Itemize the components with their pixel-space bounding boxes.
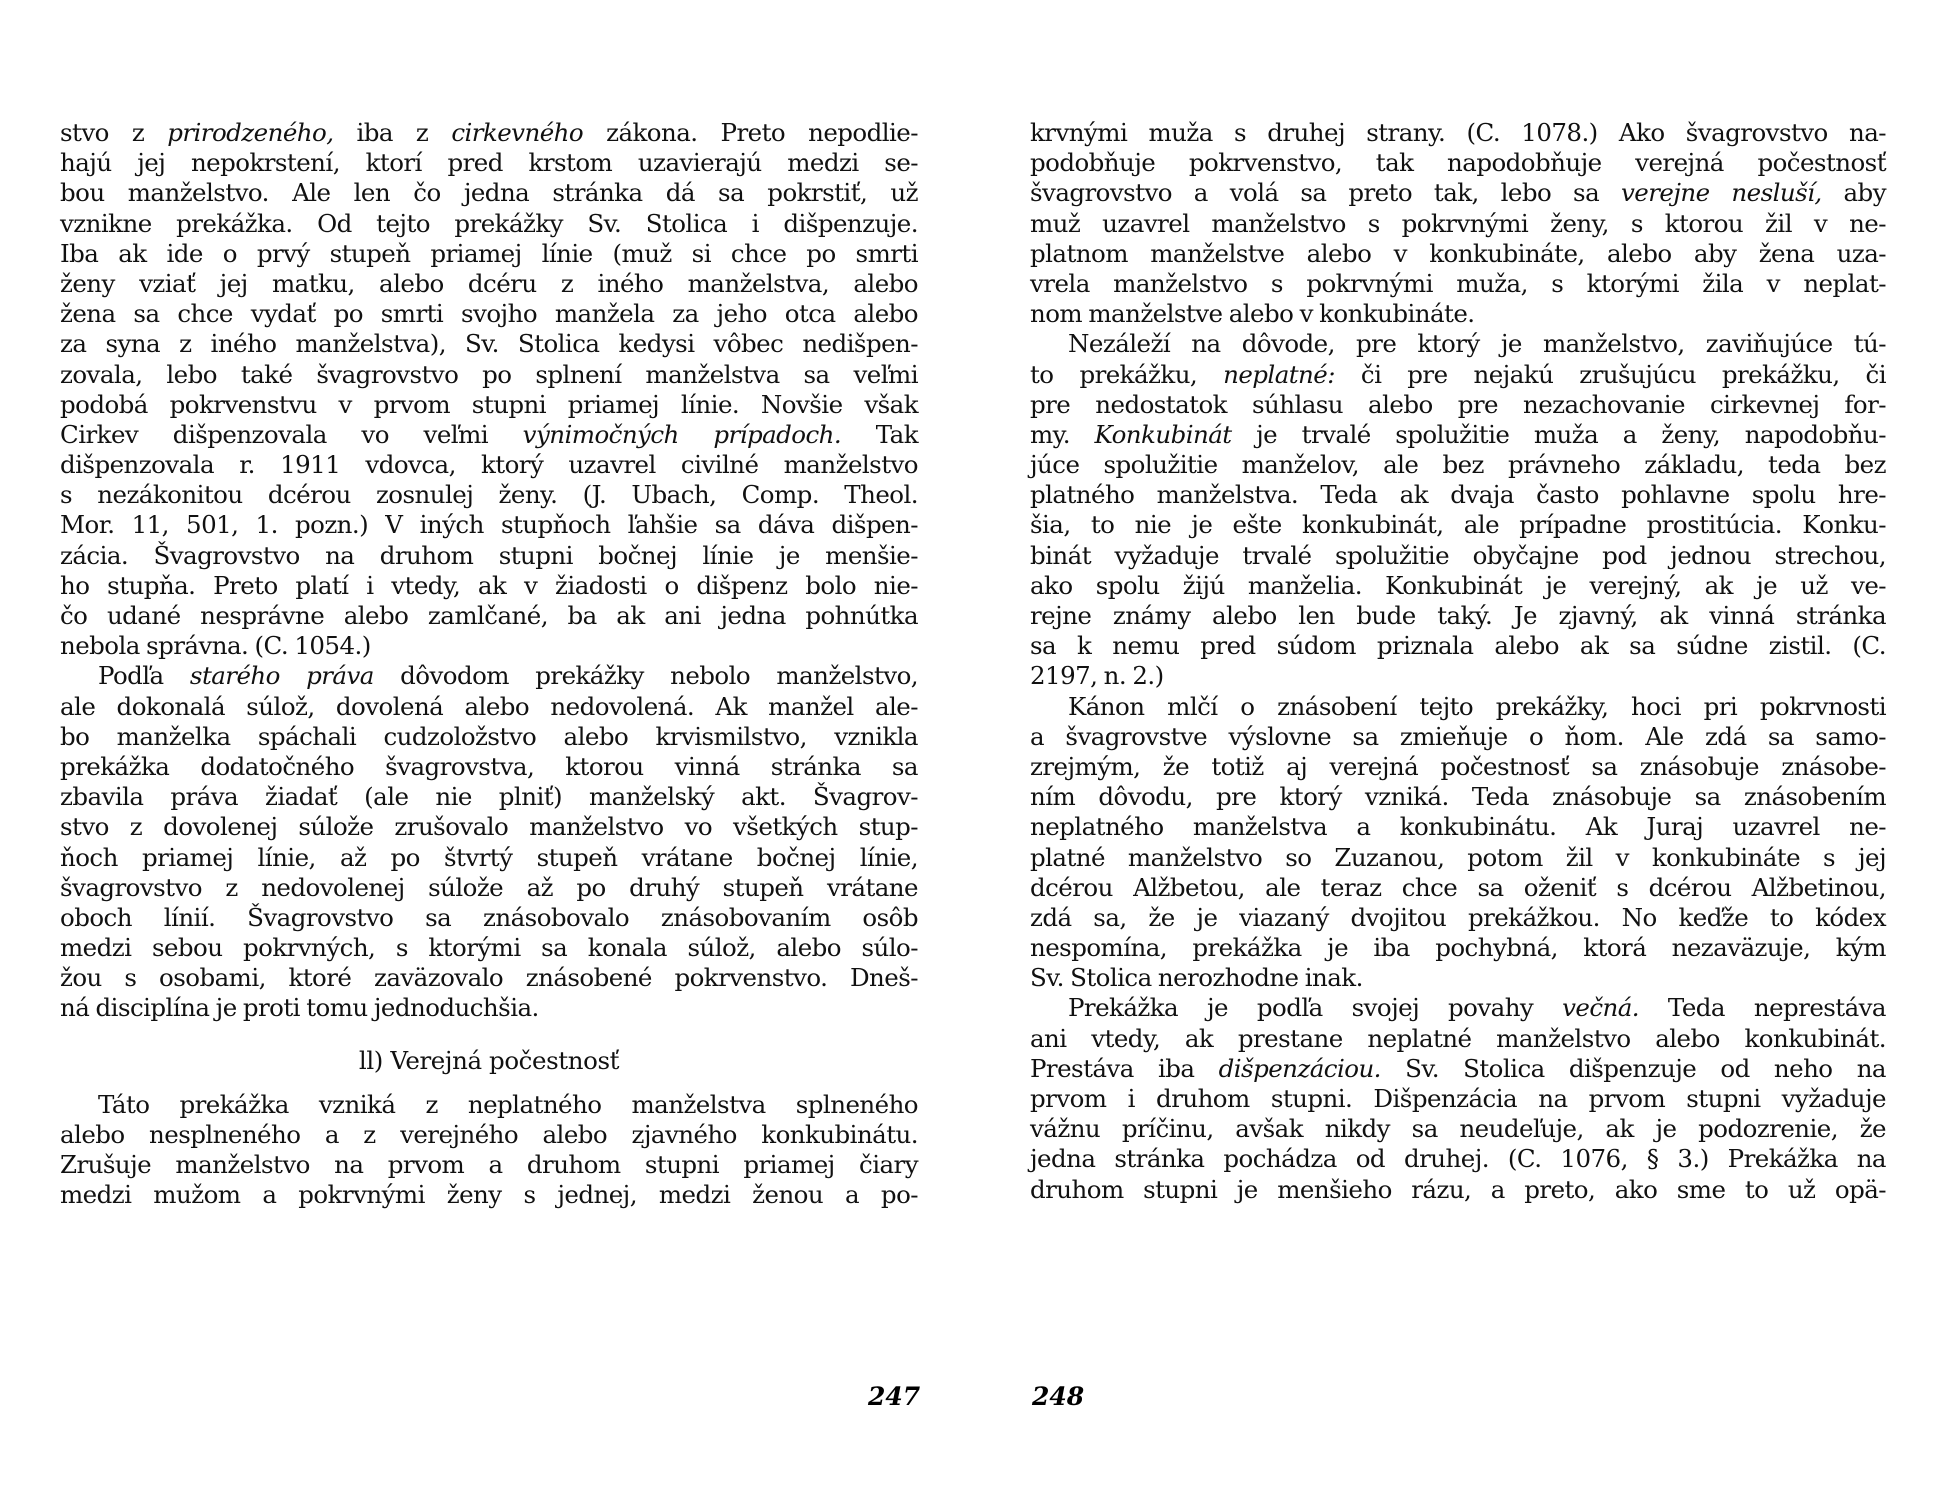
text-run: nespomína, prekážka je iba pochybná, ktorá nezaväzuje, kým	[1030, 933, 1886, 963]
text-line	[1030, 329, 1886, 359]
text-line	[60, 1180, 918, 1210]
text-run: vážnu príčinu, avšak nikdy sa neudeľuje, ak je podozrenie, že	[1030, 1114, 1886, 1144]
text-line	[60, 420, 918, 450]
text-line	[1030, 148, 1886, 178]
text-run: Kánon mlčí o znásobení tejto prekážky, hoci pri pokrvnosti	[1068, 691, 1886, 721]
text-line	[1030, 510, 1886, 540]
left-page-body-after-heading	[60, 1090, 918, 1211]
text-run: medzi mužom a pokrvnými ženy s jednej, medzi ženou a po-	[60, 1180, 918, 1210]
text-run: ho stupňa. Preto platí i vtedy, ak v žiadosti o dišpenz bolo nie-	[60, 570, 918, 600]
text-run: zrejmým, že totiž aj verejná počestnosť sa znásobuje znásobe-	[1030, 751, 1886, 781]
text-run: prvom i druhom stupni. Dišpenzácia na prvom stupni vyžaduje	[1030, 1084, 1886, 1113]
text-line	[1030, 873, 1886, 903]
text-run: zákona. Preto nepodlie-	[583, 118, 918, 147]
text-run: bou manželstvo. Ale len čo jedna stránka dá sa pokrstiť, už	[60, 178, 918, 208]
text-line	[60, 239, 918, 269]
text-line	[60, 329, 918, 359]
text-line	[1030, 1114, 1886, 1144]
text-run: dôvodom prekážky nebolo manželstvo,	[373, 661, 919, 691]
text-run: zácia. Švagrovstvo na druhom stupni bočnej línie je menšie-	[60, 540, 918, 570]
text-line	[1030, 541, 1886, 571]
text-line	[1030, 963, 1886, 993]
text-run: sa k nemu pred súdom priznala alebo ak sa súdne zistil. (C.	[1030, 631, 1886, 661]
text-run: druhom stupni je menšieho rázu, a preto, ako sme to už opä-	[1030, 1174, 1886, 1204]
text-run: s nezákonitou dcérou zosnulej ženy. (J. Ubach, Comp. Theol.	[60, 480, 918, 510]
text-line	[60, 360, 918, 390]
text-run: dcérou Alžbetou, ale teraz chce sa oženiť s dcérou Alžbetinou,	[1030, 872, 1886, 902]
text-line	[60, 1150, 918, 1180]
text-run: ním dôvodu, pre ktorý vzniká. Teda znásobuje sa znásobením	[1030, 782, 1886, 812]
text-run: zbavila práva žiadať (ale nie plniť) manželský akt. Švagrov-	[60, 782, 918, 812]
text-line	[1030, 1024, 1886, 1054]
text-line	[60, 510, 918, 540]
text-run: vrela manželstvo s pokrvnými muža, s ktorými žila v neplat-	[1030, 268, 1886, 298]
text-line	[1030, 1175, 1886, 1205]
text-line	[60, 752, 918, 782]
text-line	[60, 1120, 918, 1150]
text-run: Iba ak ide o prvý stupeň priamej línie (muž si chce po smrti	[60, 238, 918, 268]
text-run: vznikne prekážka. Od tejto prekážky Sv. Stolica i dišpenzuje.	[60, 208, 918, 238]
text-line	[60, 722, 918, 752]
text-run: šia, to nie je ešte konkubinát, ale prípadne prostitúcia. Konku-	[1030, 510, 1886, 540]
text-run: Zrušuje manželstvo na prvom a druhom stupni priamej čiary	[60, 1150, 918, 1180]
left-page-body	[60, 118, 918, 1024]
text-line	[1030, 661, 1886, 691]
text-line	[1030, 1054, 1886, 1084]
text-run: neplatného manželstva a konkubinátu. Ak Juraj uzavrel ne-	[1030, 812, 1886, 842]
italic-emphasis: verejne nesluší,	[1620, 178, 1822, 208]
text-line	[1030, 1144, 1886, 1174]
left-page-text	[60, 118, 918, 1211]
text-line	[1030, 993, 1886, 1023]
text-run: švagrovstvo z nedovolenej súlože až po druhý stupeň vrátane	[60, 872, 918, 902]
text-run: ženy vziať jej matku, alebo dcéru z iného manželstva, alebo	[60, 268, 918, 298]
right-page-text	[1030, 118, 1886, 1205]
text-line	[60, 480, 918, 510]
text-line	[1030, 752, 1886, 782]
text-run: ňoch priamej línie, až po štvrtý stupeň vrátane bočnej línie,	[60, 842, 918, 872]
text-line	[1030, 420, 1886, 450]
section-heading: ll) Verejná počestnosť	[358, 1045, 620, 1075]
text-run: je trvalé spolužitie muža a ženy, napodobňu-	[1231, 419, 1886, 449]
text-line	[60, 873, 918, 903]
text-run: Podľa	[98, 661, 190, 691]
text-run: Prestáva iba	[1030, 1053, 1219, 1083]
text-line	[60, 933, 918, 963]
text-line	[1030, 299, 1886, 329]
text-line	[60, 118, 918, 148]
text-line	[60, 601, 918, 631]
text-run: Cirkev dišpenzovala vo veľmi	[60, 419, 523, 449]
text-run: muž uzavrel manželstvo s pokrvnými ženy, s ktorou žil v ne-	[1030, 208, 1886, 238]
text-line	[1030, 933, 1886, 963]
text-run: zovala, lebo také švagrovstvo po splnení manželstva sa veľmi	[60, 359, 918, 389]
text-line	[1030, 601, 1886, 631]
text-run: Sv. Stolica dišpenzuje od neho na	[1380, 1053, 1886, 1083]
text-run: žou s osobami, ktoré zaväzovalo znásobené pokrvenstvo. Dneš-	[60, 963, 918, 993]
italic-emphasis: cirkevného	[451, 118, 584, 147]
page-number-right: 248	[1032, 1382, 1085, 1411]
text-run: platného manželstva. Teda ak dvaja často pohlavne spolu hre-	[1030, 480, 1886, 510]
text-run: stvo z dovolenej súlože zrušovalo manželstvo vo všetkých stup-	[60, 812, 918, 842]
text-run: čo udané nesprávne alebo zamlčané, ba ak ani jedna pohnútka	[60, 601, 918, 630]
text-run: júce spolužitie manželov, ale bez právneho základu, teda bez	[1030, 450, 1886, 480]
text-line	[60, 993, 918, 1023]
text-run: či pre nejakú zrušujúcu prekážku, či	[1334, 359, 1886, 389]
text-run: dišpenzovala r. 1911 vdovca, ktorý uzavrel civilné manželstvo	[60, 450, 918, 480]
text-line	[1030, 843, 1886, 873]
text-run: binát vyžaduje trvalé spolužitie obyčajne pod jednou strechou,	[1030, 540, 1886, 570]
text-run: ale dokonalá súlož, dovolená alebo nedovolená. Ak manžel ale-	[60, 691, 918, 721]
text-line	[1030, 782, 1886, 812]
text-line	[1030, 571, 1886, 601]
text-run: za syna z iného manželstva), Sv. Stolica kedysi vôbec nedišpen-	[60, 329, 918, 359]
text-line	[1030, 631, 1886, 661]
text-run: iba z	[333, 118, 452, 147]
page-number-left: 247	[868, 1382, 921, 1411]
text-run: Sv. Stolica nerozhodne inak.	[1030, 963, 1363, 993]
text-line	[60, 269, 918, 299]
text-line	[60, 631, 918, 661]
text-line	[1030, 903, 1886, 933]
text-line	[60, 661, 918, 691]
text-run: hajú jej nepokrstení, ktorí pred krstom uzavierajú medzi se-	[60, 148, 918, 178]
text-run: rejne známy alebo len bude taký. Je zjavný, ak vinná stránka	[1030, 601, 1886, 630]
text-line	[60, 450, 918, 480]
text-line	[60, 782, 918, 812]
text-run: ná disciplína je proti tomu jednoduchšia.	[60, 993, 539, 1023]
text-line	[1030, 239, 1886, 269]
text-run: nom manželstve alebo v konkubináte.	[1030, 299, 1475, 329]
text-line	[60, 209, 918, 239]
text-line	[1030, 178, 1886, 208]
text-run: platné manželstvo so Zuzanou, potom žil v konkubináte s jej	[1030, 842, 1886, 872]
text-line	[1030, 360, 1886, 390]
text-line	[1030, 118, 1886, 148]
text-line	[1030, 1084, 1886, 1114]
text-run: jedna stránka pochádza od druhej. (C. 1076, § 3.) Prekážka na	[1030, 1144, 1886, 1174]
italic-emphasis: Konkubinát	[1094, 419, 1232, 449]
text-run: švagrovstvo a volá sa preto tak, lebo sa	[1030, 178, 1621, 208]
text-run: zdá sa, že je viazaný dvojitou prekážkou. No keďže to kódex	[1030, 902, 1886, 932]
italic-emphasis: večná.	[1562, 993, 1640, 1023]
text-run: stvo z	[60, 118, 168, 147]
text-line	[60, 148, 918, 178]
text-run: 2197, n. 2.)	[1030, 661, 1164, 691]
right-page-body	[1030, 118, 1886, 1205]
text-line	[60, 963, 918, 993]
text-run: ani vtedy, ak prestane neplatné manželstvo alebo konkubinát.	[1030, 1023, 1886, 1053]
text-line	[60, 571, 918, 601]
text-line	[1030, 692, 1886, 722]
text-run: podobňuje pokrvenstvo, tak napodobňuje verejná počestnosť	[1030, 148, 1886, 178]
text-line	[1030, 269, 1886, 299]
text-line	[1030, 722, 1886, 752]
text-run: aby	[1821, 178, 1886, 208]
italic-emphasis: starého práva	[189, 661, 374, 691]
text-line	[60, 903, 918, 933]
italic-emphasis: prirodzeného,	[167, 118, 334, 147]
text-run: platnom manželstve alebo v konkubináte, alebo aby žena uza-	[1030, 238, 1886, 268]
text-run: Táto prekážka vzniká z neplatného manželstva splneného	[98, 1089, 918, 1119]
text-line	[1030, 390, 1886, 420]
text-run: my.	[1030, 419, 1095, 449]
text-run: prekážka dodatočného švagrovstva, ktorou vinná stránka sa	[60, 751, 918, 781]
text-run: pre nedostatok súhlasu alebo pre nezachovanie cirkevnej for-	[1030, 389, 1886, 419]
text-run: to prekážku,	[1030, 359, 1224, 389]
text-run: Tak	[841, 419, 918, 449]
text-run: žena sa chce vydať po smrti svojho manžela za jeho otca alebo	[60, 299, 918, 329]
text-line	[60, 812, 918, 842]
text-line	[60, 692, 918, 722]
text-run: Mor. 11, 501, 1. pozn.) V iných stupňoch ľahšie sa dáva dišpen-	[60, 510, 918, 540]
text-run: Teda neprestáva	[1639, 993, 1886, 1023]
text-run: podobá pokrvenstvu v prvom stupni priamej línie. Novšie však	[60, 389, 918, 419]
text-run: alebo nesplneného a z verejného alebo zjavného konkubinátu.	[60, 1120, 918, 1149]
text-run: bo manželka spáchali cudzoložstvo alebo krvismilstvo, vznikla	[60, 721, 918, 751]
italic-emphasis: neplatné:	[1223, 359, 1335, 389]
text-line	[60, 299, 918, 329]
text-line	[1030, 812, 1886, 842]
text-line	[1030, 450, 1886, 480]
text-line	[60, 390, 918, 420]
text-line	[60, 178, 918, 208]
italic-emphasis: dišpenzáciou.	[1218, 1053, 1381, 1083]
text-run: Nezáleží na dôvode, pre ktorý je manželstvo, zaviňujúce tú-	[1068, 329, 1886, 359]
text-line	[60, 541, 918, 571]
text-run: ako spolu žijú manželia. Konkubinát je verejný, ak je už ve-	[1030, 570, 1886, 600]
text-run: a švagrovstve výslovne sa zmieňuje o ňom. Ale zdá sa samo-	[1030, 721, 1886, 751]
text-line	[60, 843, 918, 873]
text-run: nebola správna. (C. 1054.)	[60, 631, 371, 661]
text-line	[1030, 480, 1886, 510]
text-run: krvnými muža s druhej strany. (C. 1078.) Ako švagrovstvo na-	[1030, 118, 1886, 147]
text-line	[60, 1090, 918, 1120]
text-run: Prekážka je podľa svojej povahy	[1068, 993, 1563, 1023]
text-line	[1030, 209, 1886, 239]
italic-emphasis: výnimočných prípadoch.	[522, 419, 842, 449]
text-run: medzi sebou pokrvných, s ktorými sa konala súlož, alebo súlo-	[60, 933, 918, 963]
text-run: oboch línií. Švagrovstvo sa znásobovalo znásobovaním osôb	[60, 902, 918, 932]
